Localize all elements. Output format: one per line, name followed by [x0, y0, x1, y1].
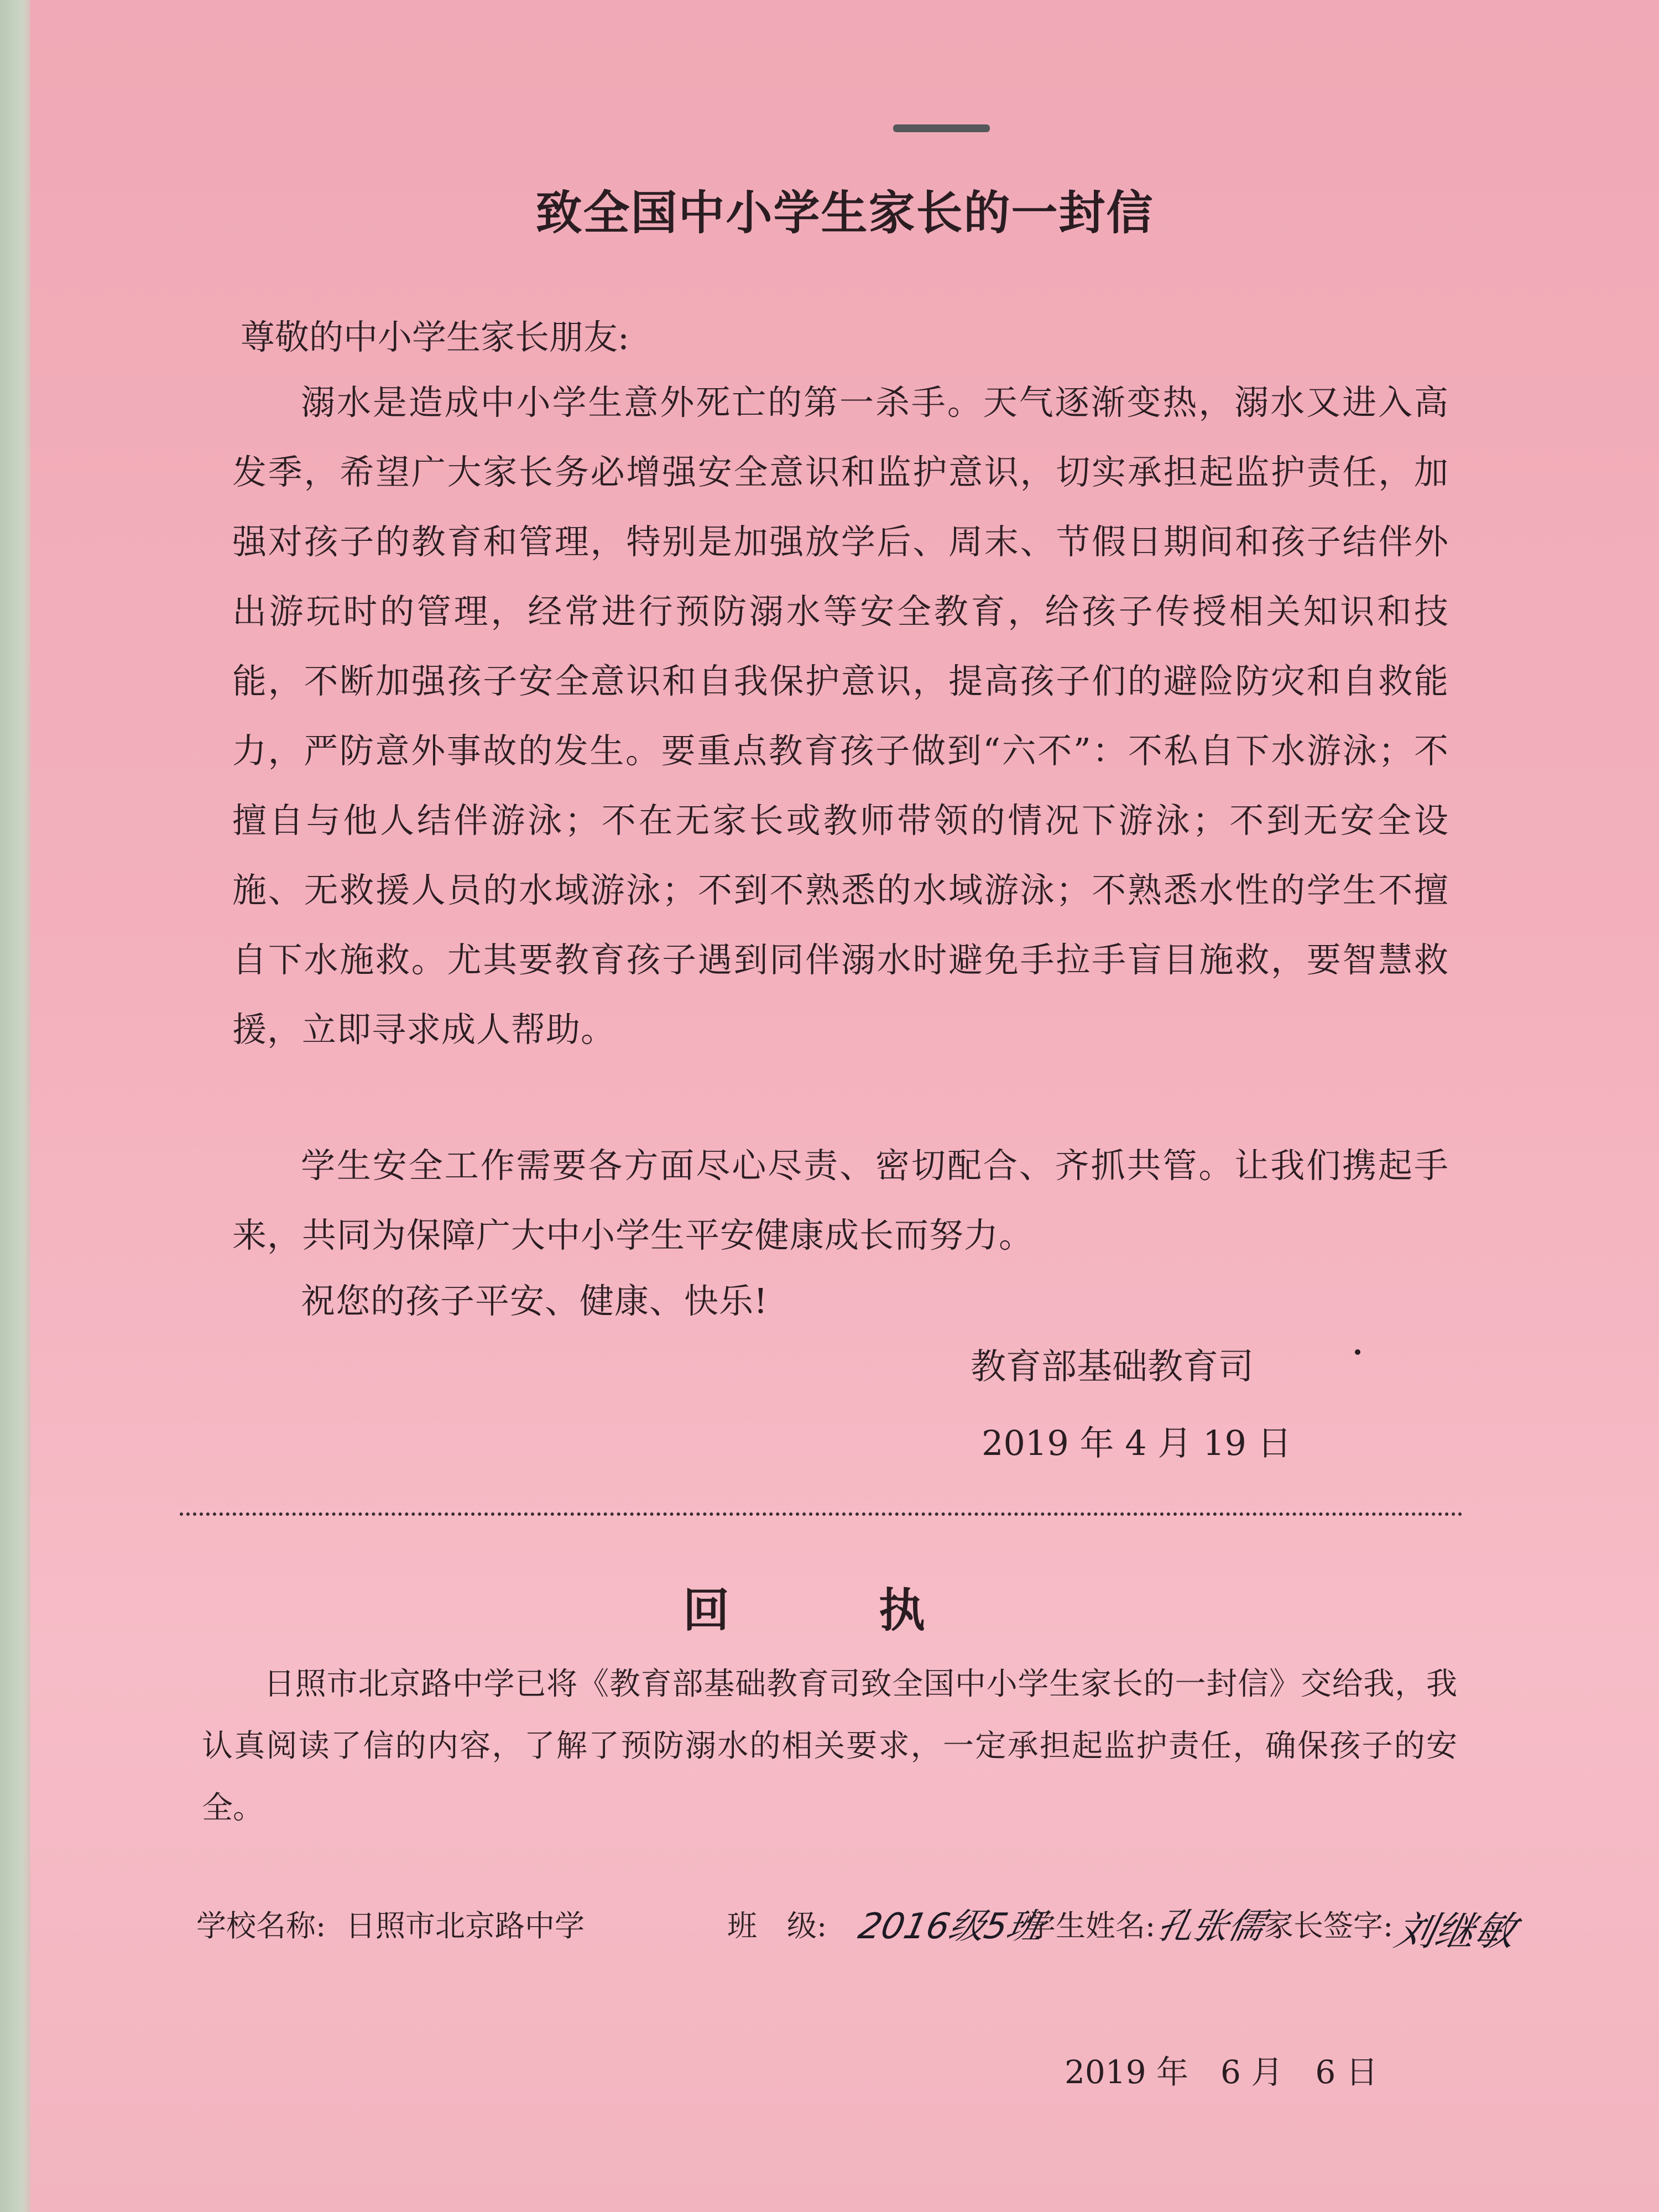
letter-paragraph-2: 学生安全工作需要各方面尽心尽责、密切配合、齐抓共管。让我们携起手来，共同为保障广大中小学生平安健康成长而努力。 [232, 1145, 1449, 1255]
letter-paragraph-3: 祝您的孩子平安、健康、快乐! [301, 1281, 768, 1321]
receipt-date: 2019 年 6 月 6 日 [1065, 2053, 1378, 2091]
letter-greeting: 尊敬的中小学生家长朋友: [241, 317, 629, 357]
letter-paragraph-1: 溺水是造成中小学生意外死亡的第一杀手。天气逐渐变热，溺水又进入高发季，希望广大家长务必增强安全意识和监护意识，切实承担起监护责任，加强对孩子的教育和管理，特别是加强放学后、周末、节假日期间和孩子结伴外出游玩时的管理，经常进行预防溺水等安全教育，给孩子传授相关知识和技能，不断加强孩子安全意识和自我保护意识，提高孩子们的避险防灾和自救能力，严防意外事故的发生。要重点教育孩子做到“六不”：不私自下水游泳；不擅自与他人结伴游泳；不在无家长或教师带领的情况下游泳；不到无安全设施、无救援人员的水域游泳；不到不熟悉的水域游泳；不熟悉水性的学生不擅自下水施救。尤其要教育孩子遇到同伴溺水时避免手拉手盲目施救，要智慧救援，立即寻求成人帮助。 [232, 382, 1449, 1050]
parent-signature-handwritten: 刘继敏 [1390, 1908, 1520, 1954]
tear-off-line [180, 1512, 1463, 1516]
class-label: 班 级: [727, 1908, 827, 1943]
receipt-title: 回执 [683, 1583, 1075, 1637]
receipt-body: 日照市北京路中学已将《教育部基础教育司致全国中小学生家长的一封信》交给我，我认真阅读了信的内容，了解了预防溺水的相关要求，一定承担起监护责任，确保孩子的安全。 [202, 1666, 1457, 1826]
parent-signature-label: 家长签字: [1264, 1908, 1394, 1943]
school-name-value: 日照市北京路中学 [346, 1908, 585, 1943]
top-ink-mark [893, 124, 990, 132]
ink-speck [1355, 1349, 1360, 1355]
student-name-handwritten: 孔张儒 [1153, 1906, 1269, 1947]
school-name-label: 学校名称: [196, 1908, 326, 1943]
class-value-handwritten: 2016级5班 [854, 1906, 1047, 1947]
letter-sender: 教育部基础教育司 [971, 1347, 1254, 1387]
letter-title: 致全国中小学生家长的一封信 [535, 186, 1154, 240]
student-name-label: 学生姓名: [1026, 1908, 1156, 1943]
letter-paper [30, 0, 1659, 2212]
receipt-form-row [196, 1902, 1524, 1952]
letter-date: 2019 年 4 月 19 日 [982, 1423, 1292, 1463]
